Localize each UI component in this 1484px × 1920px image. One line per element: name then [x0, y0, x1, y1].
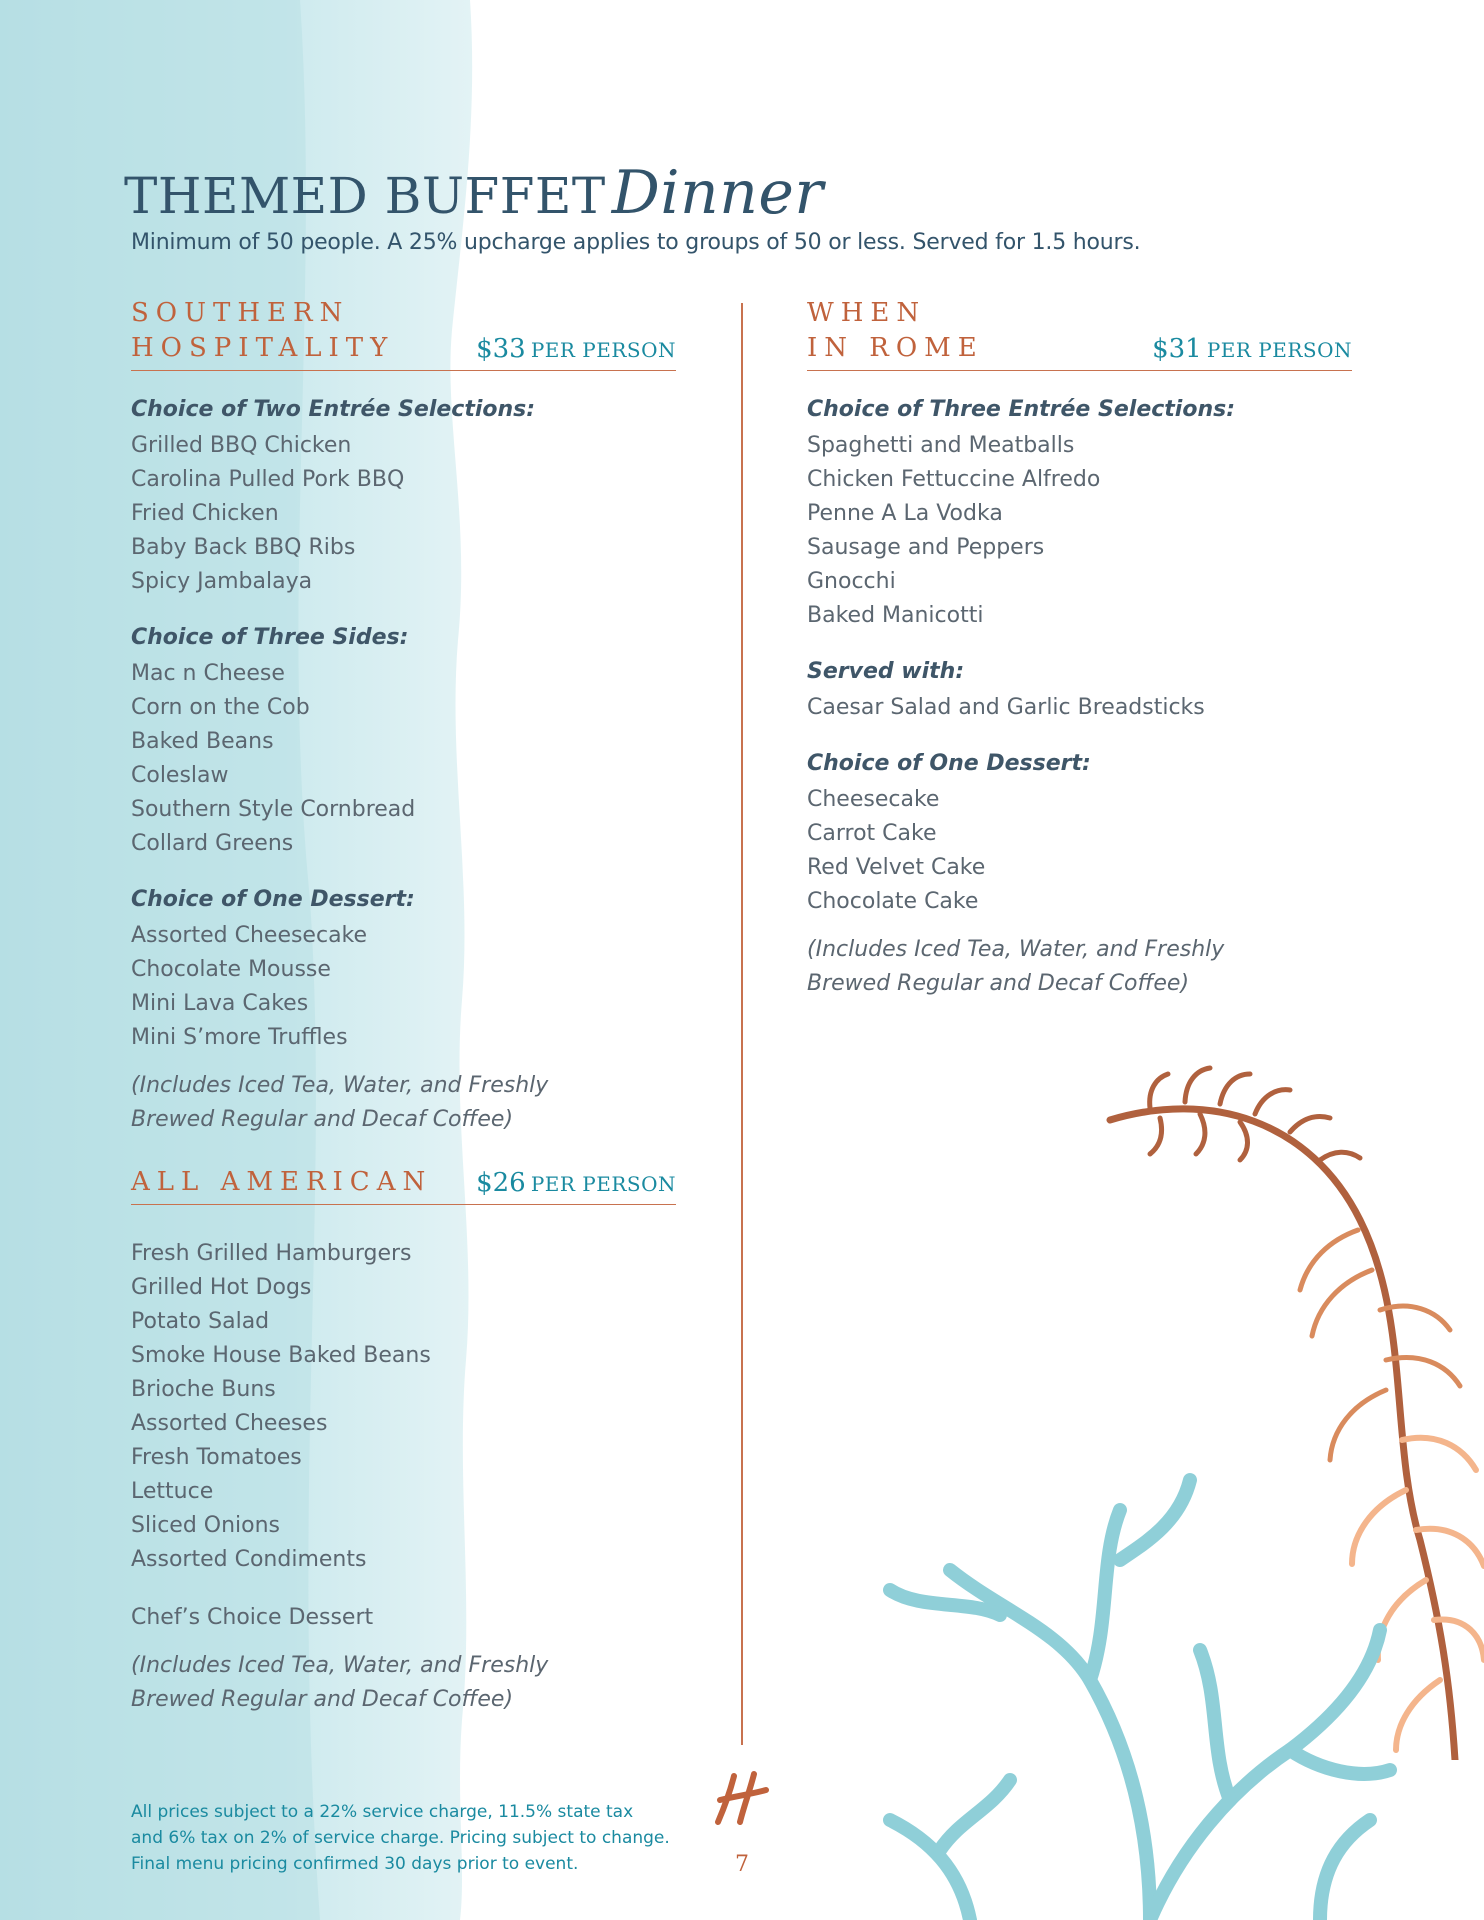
- list-item: Fresh Tomatoes: [131, 1445, 302, 1470]
- list-item: Cheesecake: [807, 787, 940, 812]
- list-item: Gnocchi: [807, 569, 896, 594]
- list-item: Corn on the Cob: [131, 695, 310, 720]
- list-item: Potato Salad: [131, 1309, 270, 1334]
- list-item: Grilled BBQ Chicken: [131, 433, 352, 458]
- group-heading: Served with:: [807, 659, 965, 684]
- list-item: Brioche Buns: [131, 1377, 276, 1402]
- section-price: [1152, 334, 1352, 364]
- list-item: Sausage and Peppers: [807, 535, 1045, 560]
- list-item: Spaghetti and Meatballs: [807, 433, 1075, 458]
- chefs-dessert: Chef’s Choice Dessert: [131, 1605, 374, 1630]
- list-item: Mini S’more Truffles: [131, 1025, 348, 1050]
- price-amount: $33: [476, 334, 526, 364]
- list-item: Chicken Fettuccine Alfredo: [807, 467, 1101, 492]
- h-logo-icon: [710, 1770, 770, 1828]
- list-item: Red Velvet Cake: [807, 855, 986, 880]
- list-item: Southern Style Cornbread: [131, 797, 416, 822]
- list-item: Mac n Cheese: [131, 661, 285, 686]
- price-unit: PER PERSON: [530, 338, 676, 362]
- footnote-line: All prices subject to a 22% service charge, 11.5% state tax: [131, 1802, 634, 1822]
- list-item: Baked Beans: [131, 729, 274, 754]
- list-item: Collard Greens: [131, 831, 294, 856]
- sides-list: [131, 657, 676, 861]
- entree-list: [807, 429, 1352, 633]
- pricing-footnote: [131, 1799, 691, 1877]
- list-item: Coleslaw: [131, 763, 229, 788]
- list-item: Spicy Jambalaya: [131, 569, 313, 594]
- list-item: Baby Back BBQ Ribs: [131, 535, 356, 560]
- served-with-text: Caesar Salad and Garlic Breadsticks: [807, 695, 1205, 720]
- section-name: ALL AMERICAN: [131, 1167, 433, 1197]
- list-item: Baked Manicotti: [807, 603, 984, 628]
- section-name: WHEN IN ROME: [807, 298, 984, 363]
- footnote-line: and 6% tax on 2% of service charge. Pricing subject to change.: [131, 1828, 670, 1848]
- list-item: Carolina Pulled Pork BBQ: [131, 467, 405, 492]
- list-item: Penne A La Vodka: [807, 501, 1003, 526]
- list-item: Fried Chicken: [131, 501, 279, 526]
- list-item: Assorted Cheesecake: [131, 923, 368, 948]
- group-heading: Choice of One Dessert:: [131, 887, 415, 912]
- footnote-line: Final menu pricing confirmed 30 days prior to event.: [131, 1854, 579, 1874]
- group-heading: Choice of Three Entrée Selections:: [807, 397, 1236, 422]
- list-item: Assorted Condiments: [131, 1547, 367, 1572]
- group-heading: Choice of Two Entrée Selections:: [131, 397, 536, 422]
- list-item: Fresh Grilled Hamburgers: [131, 1241, 412, 1266]
- page-number: 7: [735, 1852, 749, 1877]
- list-item: Sliced Onions: [131, 1513, 281, 1538]
- list-item: Lettuce: [131, 1479, 214, 1504]
- section-name: SOUTHERN HOSPITALITY: [131, 298, 395, 363]
- price-amount: $26: [476, 1168, 526, 1198]
- includes-note: (Includes Iced Tea, Water, and Freshly Brewed Regular and Decaf Coffee): [807, 937, 1225, 996]
- list-item: Assorted Cheeses: [131, 1411, 328, 1436]
- section-price: [476, 334, 676, 364]
- section-header: [131, 1165, 676, 1205]
- dessert-list: [131, 919, 676, 1055]
- list-item: Grilled Hot Dogs: [131, 1275, 312, 1300]
- page-title: [124, 158, 824, 228]
- subtitle: Minimum of 50 people. A 25% upcharge applies to groups of 50 or less. Served for 1.5 hours.: [131, 230, 1141, 255]
- list-item: Carrot Cake: [807, 821, 937, 846]
- price-amount: $31: [1152, 334, 1202, 364]
- list-item: Chocolate Mousse: [131, 957, 331, 982]
- group-heading: Choice of Three Sides:: [131, 625, 409, 650]
- american-items-list: [131, 1237, 676, 1577]
- includes-note: (Includes Iced Tea, Water, and Freshly Brewed Regular and Decaf Coffee): [131, 1073, 549, 1132]
- right-column: [807, 296, 1352, 1029]
- section-all-american: [131, 1165, 676, 1717]
- column-divider: [741, 303, 743, 1745]
- price-unit: PER PERSON: [1206, 338, 1352, 362]
- section-price: [476, 1168, 676, 1198]
- list-item: Mini Lava Cakes: [131, 991, 309, 1016]
- left-column: [131, 296, 676, 1745]
- section-header: [807, 296, 1352, 371]
- group-heading: Choice of One Dessert:: [807, 751, 1091, 776]
- title-main: THEMED BUFFET: [124, 167, 606, 225]
- section-header: [131, 296, 676, 371]
- dessert-list: [807, 783, 1352, 919]
- list-item: Chocolate Cake: [807, 889, 979, 914]
- entree-list: [131, 429, 676, 599]
- list-item: Smoke House Baked Beans: [131, 1343, 431, 1368]
- price-unit: PER PERSON: [530, 1172, 676, 1196]
- includes-note: (Includes Iced Tea, Water, and Freshly Brewed Regular and Decaf Coffee): [131, 1653, 549, 1712]
- title-script: Dinner: [611, 158, 824, 228]
- section-southern-hospitality: [131, 296, 676, 1137]
- section-when-in-rome: [807, 296, 1352, 1001]
